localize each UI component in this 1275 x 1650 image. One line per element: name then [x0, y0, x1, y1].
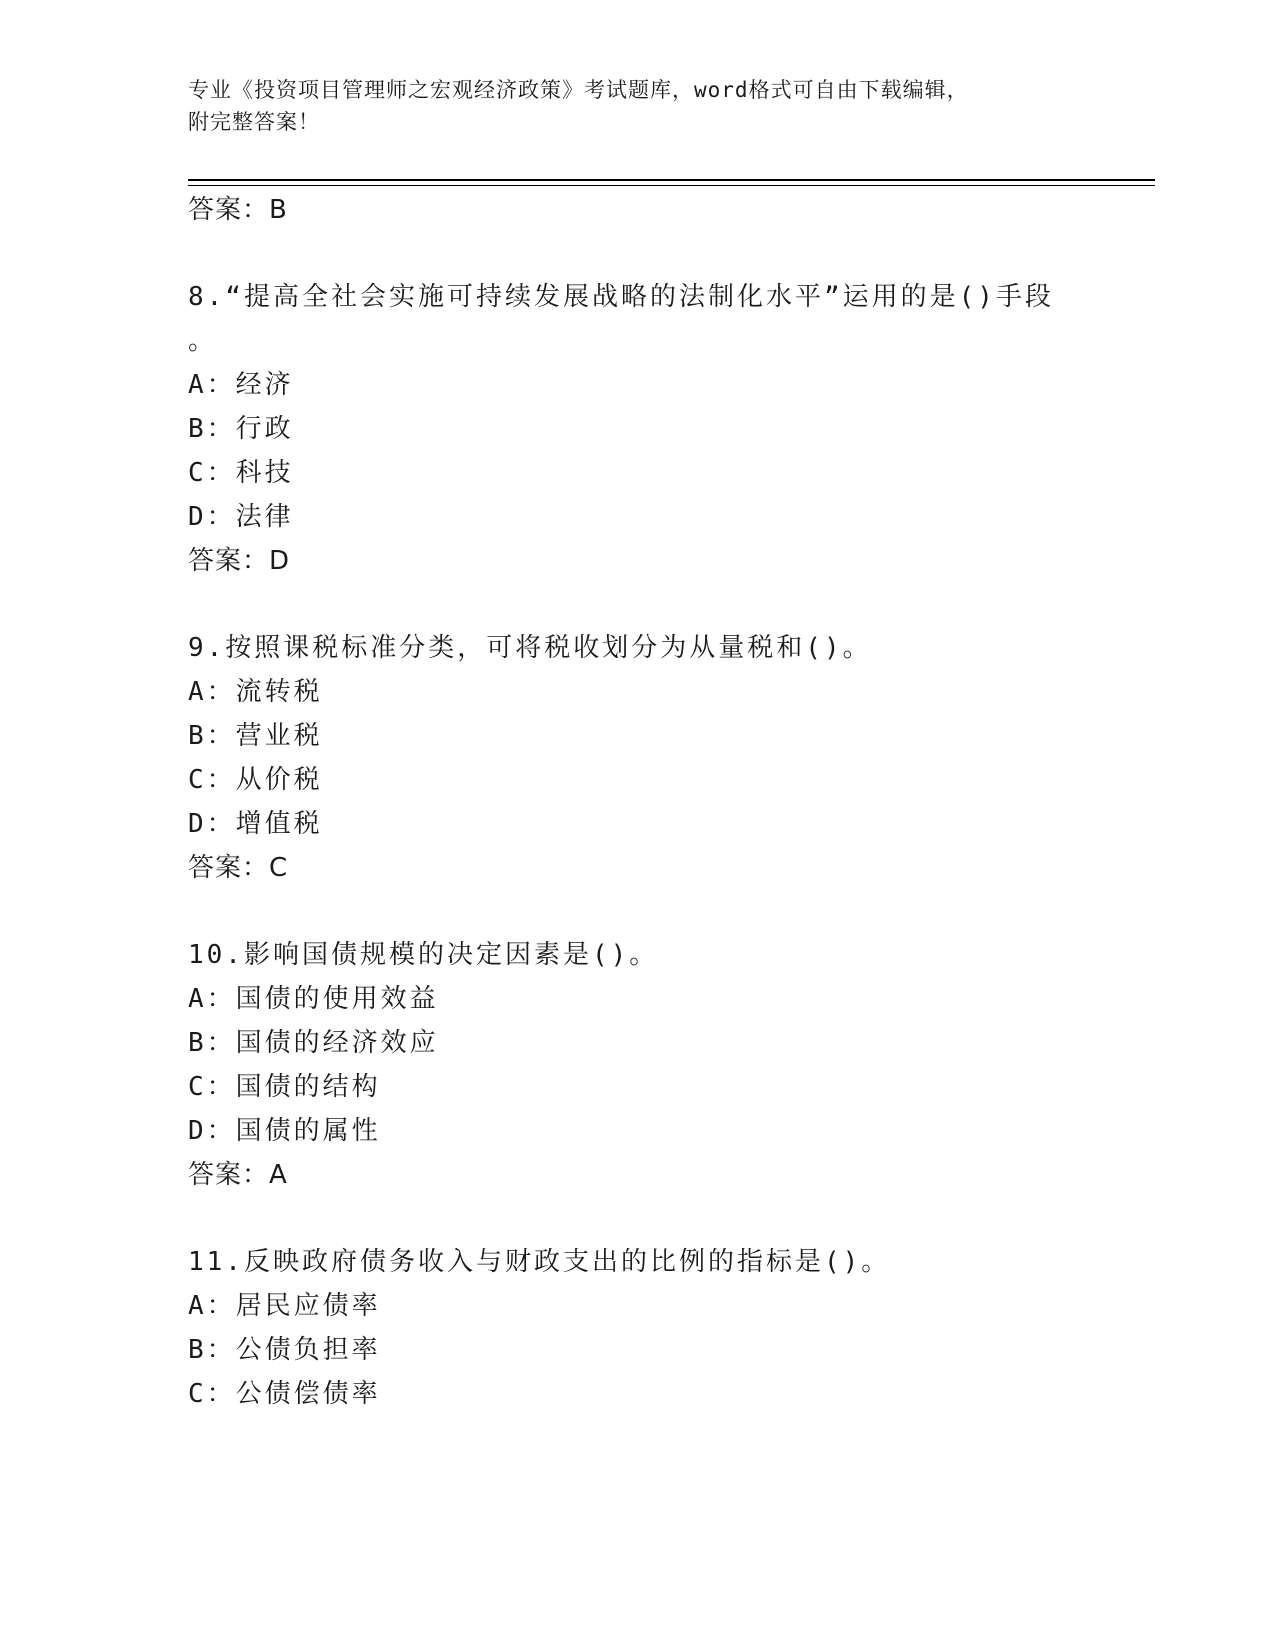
- question-9-option-a: A：流转税: [188, 677, 323, 707]
- question-8-stem-continuation: 。: [188, 326, 218, 356]
- header-line-1: 专业《投资项目管理师之宏观经济政策》考试题库，word格式可自由下载编辑，: [188, 78, 969, 102]
- question-11-option-b: B：公债负担率: [188, 1335, 381, 1365]
- question-8-option-b: B：行政: [188, 414, 294, 444]
- question-9-stem: 9.按照课税标准分类，可将税收划分为从量税和()。: [188, 633, 872, 663]
- header-rule-thin: [188, 185, 1155, 186]
- question-8-option-d: D：法律: [188, 502, 294, 532]
- question-11-option-c: C：公债偿债率: [188, 1379, 381, 1409]
- question-11-option-a: A：居民应债率: [188, 1291, 381, 1321]
- header-line-2: 附完整答案！: [188, 110, 320, 134]
- question-11-stem: 11.反映政府债务收入与财政支出的比例的指标是()。: [188, 1247, 891, 1277]
- answer-q9: 答案：C: [188, 853, 289, 883]
- question-10-option-d: D：国债的属性: [188, 1116, 381, 1146]
- question-10-stem: 10.影响国债规模的决定因素是()。: [188, 940, 659, 970]
- answer-q10: 答案：A: [188, 1160, 288, 1190]
- answer-q7: 答案：B: [188, 195, 288, 225]
- question-10-option-c: C：国债的结构: [188, 1072, 381, 1102]
- question-9-option-b: B：营业税: [188, 721, 323, 751]
- question-10-option-a: A：国债的使用效益: [188, 984, 439, 1014]
- question-9-option-d: D：增值税: [188, 809, 323, 839]
- document-header: [188, 74, 1068, 138]
- question-9-option-c: C：从价税: [188, 765, 323, 795]
- question-8-option-c: C：科技: [188, 458, 294, 488]
- question-8-stem: 8.“提高全社会实施可持续发展战略的法制化水平”运用的是()手段: [188, 282, 1054, 312]
- answer-q8: 答案：D: [188, 546, 291, 576]
- question-8-option-a: A：经济: [188, 370, 294, 400]
- header-rule-thick: [188, 179, 1155, 181]
- question-10-option-b: B：国债的经济效应: [188, 1028, 439, 1058]
